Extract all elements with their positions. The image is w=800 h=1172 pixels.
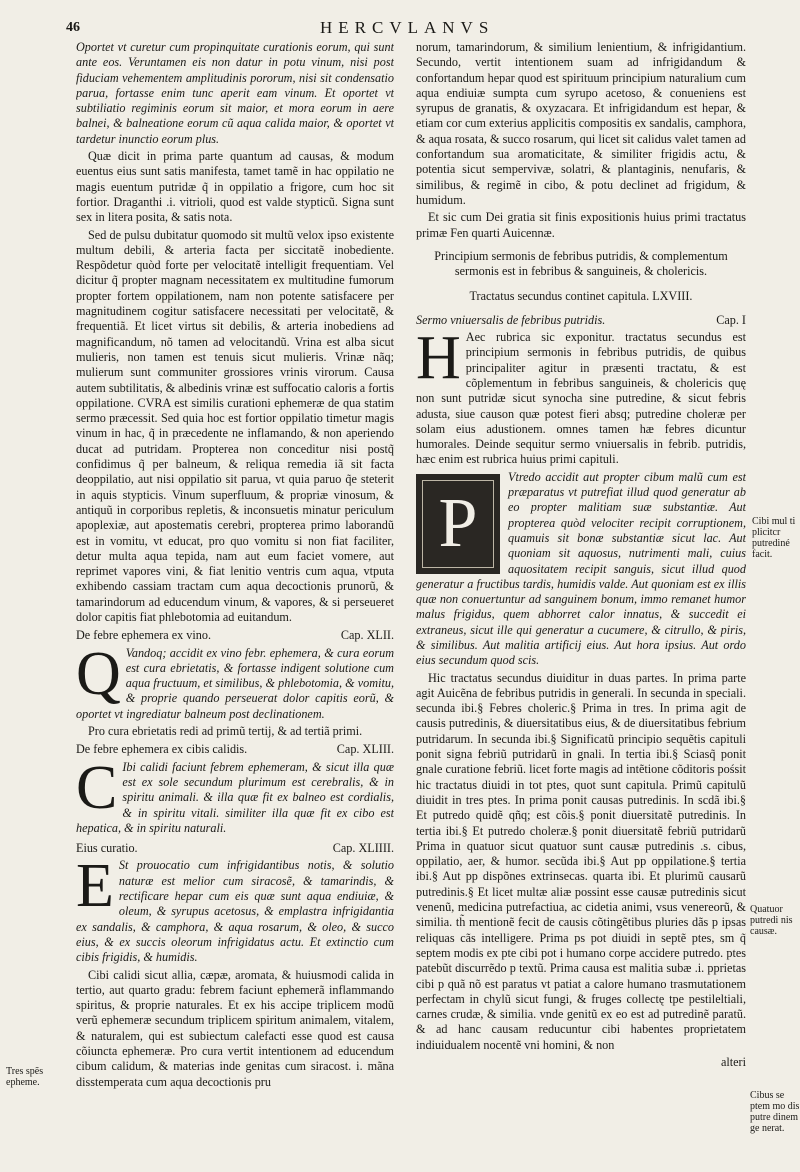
text-paragraph: Vtredo accidit aut propter cibum malũ cum est præparatus vt putrefiat illud quod generatur ab eo propter malitiam suæ substantiæ. Aut propterea quòd velociter recipit corruptionem, quamuis sit bonæ substantiæ sicut lac. Aut quoniam sit aquosus, nutrimenti mali, cuius aquositatem recipit sanguis, sicut illud quod generatur a fructibus tardis, humidis valde. Aut quoniam est ex illis quæ non conuertuntur ad sanguinem bonum, immo remanet humor malus frigidus, quem abhorret calor innatus, & succedit ei extraneus, sicut ille qui generatur a cucumere, & citrullo, & piris, & similibus. Aut malitia artificij eius. Aut hora ipsius. Aut ordo eius secundum quod scis. — [416, 469, 746, 668]
text-paragraph: Pro cura ebrietatis redi ad primũ tertij, & ad tertiã primi. — [88, 724, 363, 739]
right-column — [416, 40, 746, 1125]
running-title: HERCVLANVS — [320, 18, 495, 37]
chapter-heading — [76, 742, 394, 757]
marginal-note: Quatuor putredi nis causæ. — [750, 904, 793, 937]
text-paragraph: St prouocatio cum infrigidantibus notis, & solutio naturæ est melior cum siracosẽ, & tamarindis, & rectificare hepar cum eis quæ sunt aqua endiuiæ, & oleum, & syrupus acetosus, & emplastra infrigidantia ex sandalis, & camphora, & aqua rosarum, & oleo, & succo eius, & ex succis oleorum infrigidatus actu. Et extinctio cum cibis frigidis, & humidis. — [76, 858, 394, 965]
marginal-note: Cibus se ptem mo dis putre dinem ge nerat. — [750, 1090, 800, 1134]
drop-cap-initial: C — [76, 759, 118, 822]
text-paragraph: Ibi calidi faciunt febrem ephemeram, & sicut illa quæ est ex sole secundum plurimum est cerebralis, & in spiritu animali. & illa quæ fit ex balneo est cordialis, & in spiritu vitali. similiter illa quæ fit ex cibo est hepatica, & in spiritu naturali. — [76, 759, 394, 835]
chapter-number: Cap. XLIIII. — [332, 841, 394, 856]
catchword: alteri — [720, 1055, 746, 1069]
tractatus-heading: Tractatus secundus continet capitula. LXVIII. — [469, 289, 693, 304]
chapter-heading — [76, 628, 394, 643]
chapter-number: Cap. XLII. — [340, 628, 394, 643]
text-paragraph: Aec rubrica sic exponitur. tractatus secundus est principium sermonis in febribus putridis, de quibus principaliter agitur in præsenti tractatu, & est cõplementum in febribus sanguineis, & cholericis quę non sunt putridæ sicut synocha sine putredine, & sicut febris adusta, siue causon quæ potest fieri absq; putredine choleræ per solam eius adustionem. omnes tamen hæ febres dicuntur humorales. Deinde sequitur sermo vniuersalis in febrib. putridis, hæc enim est rubrica huius primi capituli. — [416, 330, 746, 467]
chapter-title: Eius curatio. — [76, 841, 138, 856]
chapter-number: Cap. XLIII. — [336, 742, 394, 757]
section-title: Principium sermonis de febribus putridis, & complementum sermonis est in febribus & sanguineis, & cholericis. — [434, 248, 728, 279]
text-paragraph: Vandoq; accidit ex vino febr. ephemera, & cura eorum est cura ebrietatis, & fortasse indigent solutione cum aqua fructuum, et similibus, & phlebotomia, & vomitu, & proprie quando perseuerat dolor capitis eorũ, & oportet vt ingrediatur balneum post declinationem. — [76, 645, 394, 721]
chapter-body — [76, 760, 394, 838]
chapter-number: Cap. I — [716, 312, 746, 327]
text-paragraph: Hic tractatus secundus diuiditur in duas partes. In prima parte agit Auicẽna de febribus putridis in generali. In secunda in speciali. secunda ibi.§ Febres choleric.§ Prima in tres. In prima agit de causis putredinis, & diuersitatibus eius, & de diuersitatibus febrium putridarum. In secunda ibi.§ Significatũ principio sequẽtis capituli ponit signa febriũ putridarũ in gnali. In tertia ibi.§ Sciasq̃ ponit gnale curatione febriũ. licet forte magis ad intẽtione cõditoris pośsit hic tractatus diuidi in tot ptes, quot sunt capitula. Primũ capitulũ diuidit in tres ptes. In prima ponit causas putredinis. In scdã ibi.§ Et putredo quidẽ qñq; est cõis.§ ponit diuersitatẽ putredinis. In tertia ibi.§ Et putredo choleræ.§ ponit diuersitatẽ febriũ putridarũ Prima in quatuor sicut quatuor sunt causæ putredinis .s. cibus, oppilatio, aer, & humor. secũda ibi.§ Aut pp oppilatione.§ tertia ibi.§ Aut pp dispõnes extrinsecas. quarta ibi. Et plurimũ causarũ putredinis.§ Et licet multæ aliæ possint esse causæ putredinis sicut venenũ, medicina putrefactiua, ac cidetia animi, vsus venereorũ, & similia. th̃ mentionẽ fecit de causis cõtingẽtibus pluries dãs p ipsas reliquas cãs intelligere. Prima ps pot diuidi in septẽ ptes, sm q̃ septem modis ex pte cibi pot i humano corpe accidere putredo. ptes patebũt discurrẽdo p textũ. Prima causa est malitia subæ .i. pprietas cibi p quã nõ est paratus vt patiat a calore humano trasmutationem perfectam in chylũ sicut fungi, & fruges collectę tpe pestileltiali, carnes crudæ, & similia. vnde genitũ ex eo est ad putredinẽ paratũ. & ad hanc causam reducuntur cibi habentes proprietatem indiuidualem nocentẽ vni homini, & non — [416, 670, 746, 1052]
marginal-note: Cibi mul ti plicitcr putrediné facit. — [752, 516, 796, 560]
drop-cap-initial: H — [416, 330, 461, 393]
chapter-title: Sermo vniuersalis de febribus putridis. — [416, 312, 606, 327]
text-paragraph: Sed de pulsu dubitatur quomodo sit multũ velox ipso existente multum debili, & arteria facta per siccitatẽ inobediente. Respõdetur quòd forte per velocitatẽ intelligit frequentiam. Vel dicitur q̃ propter magnam necessitatem ex multitudine fumorum propter fortem oppilationem, nam non potente satisfacere per magnitudinem cogitur satisfacere necessitati per velocitatẽ, & frequentiã. Et licet virtus sit debilis, & arteria inobediens ad magnificandum, nõ tamen ad velocitandũ. Vrina est alba sicut mulieris, non tamen est tenuis sicut mulieris. Vrinæ nãq; mulierum sunt communiter grossiores vrinis virorum. Causa autem subtilitatis, & albedinis vrinæ est suffocatio caloris a fortis oppilatione. CVRA est similis curationi ephemeræ de qua statim sermo præcessit. Sed quia hoc est fortior oppilatio timetur magis vinum in hac, q̃ in præcedente ne inflamando, & non aperiendo ducat ad putridam. Propterea non conceditur nisi postq̃ confidimus q̃ per balneum, & reliqua remedia iã sit facta deoppilatio, aut nisi oppilatio sit parua, vt quia paruo q̃e steterit in aquis stypticis. Vinum superfluum, & propriæ vinosum, & antiquũ in corporibus repletis, & inconsuetis minatur periculum apoplexiæ, aut apostematis cerebri, propterea primo laborandũ est in vomitu, vt educat, pro quo vomitu si non fiat faciliter, detur multa aqua tepida, nam aut eum faciet vomere, aut reprimet vapores vini, & fiat lenitio ventris cum aqua, vtputa exhibendo cassiam tractam cum aqua decoctionis prunorũ, & tamarindorum ad educendum vinum, & vapores, & si perseueret dolor capitis fiat phlebotomia ad euitandum. — [76, 227, 394, 624]
chapter-body — [416, 330, 746, 470]
left-column — [76, 40, 394, 1130]
chapter-body — [76, 646, 394, 724]
chapter-heading — [416, 313, 746, 328]
drop-cap-initial: Q — [76, 645, 121, 708]
marginal-note: Tres spẽs epheme. — [6, 1066, 44, 1088]
drop-cap-initial: E — [76, 858, 114, 921]
text-paragraph: Cibi calidi sicut allia, cæpæ, aromata, & huiusmodi calida in tertio, aut quarto gradu: febrem faciunt ephemerã inflammando spiritus, & proprie naturales. Et ex his accipe triplicem modũ verũ ephemeræ secundum triplicem spiritum animalem, vitalem, & naturalem, qui est subiectum calefacti esse quod est causa cõiuncta ephemeræ. Pro cura vertit intentionem ad educendum cibum calidum, & materias inde genitas cum siracost. i. mãna disstemperata cum aqua decoctionis pru — [76, 967, 394, 1089]
text-paragraph: Et sic cum Dei gratia sit finis expositionis huius primi tractatus primæ Fen quarti Auicennæ. — [416, 210, 746, 240]
chapter-title: De febre ephemera ex vino. — [76, 628, 212, 643]
text-paragraph: Quæ dicit in prima parte quantum ad causas, & modum euentus eius sunt satis manifesta, tamet tamẽ in hac oppilatio ne magis euentum putridæ q̃ in oppilatio a frigore, cum hoc sit fortior. Draganthi .i. vitrioli, quod est valde stypticũ. Signa sunt sex in litera posita, & satis nota. — [76, 149, 394, 225]
chapter-body — [76, 858, 394, 967]
decorated-initial-letter: P — [438, 484, 478, 562]
text-block — [416, 470, 746, 671]
text-paragraph: norum, tamarindorum, & similium lenientium, & infrigidantium. Secundo, vertit intentionem suam ad infrigidandum & confortandum hepar quod est spirituum principium naturalium cum aqua endiuiæ sumpta cum syrupo acetoso, & conueniens est syrupus de granatis, & oxyzacara. Et infrigidandum est hepar, & etiam cor cum exterius applicitis compositis ex sandalis, camphora, & aqua rosata, & succo rosarum, qui licet sit calidus valet tamen ad confortandum sua aromaticitate, & similiter frigidis actu, & potentia sicut sempervivæ, solatri, & plantaginis, nenufaris, & similibus, & regimẽ in cibo, & potu declinet ad frigidum, & humidum. — [416, 40, 746, 207]
decorated-initial — [416, 474, 500, 574]
text-paragraph: Oportet vt curetur cum propinquitate curationis eorum, qui sunt ante eos. Veruntamen eis non datur in potu vinum, nisi post fiduciam vehementem amplitudinis pororum, nisi sit condensatio parua, fortasse enim tunc aperit eam vinum. Et oportet vt subtiliatio regiminis eorum sit maior, et mora eorum in aere balnei, & balneatione eorum cũ aqua calida maior, & oportet vt tardetur inunctio eorum plus. — [76, 40, 394, 146]
page-number: 46 — [66, 20, 80, 35]
chapter-title: De febre ephemera ex cibis calidis. — [76, 742, 248, 757]
running-header — [62, 18, 752, 40]
chapter-heading — [76, 841, 394, 856]
